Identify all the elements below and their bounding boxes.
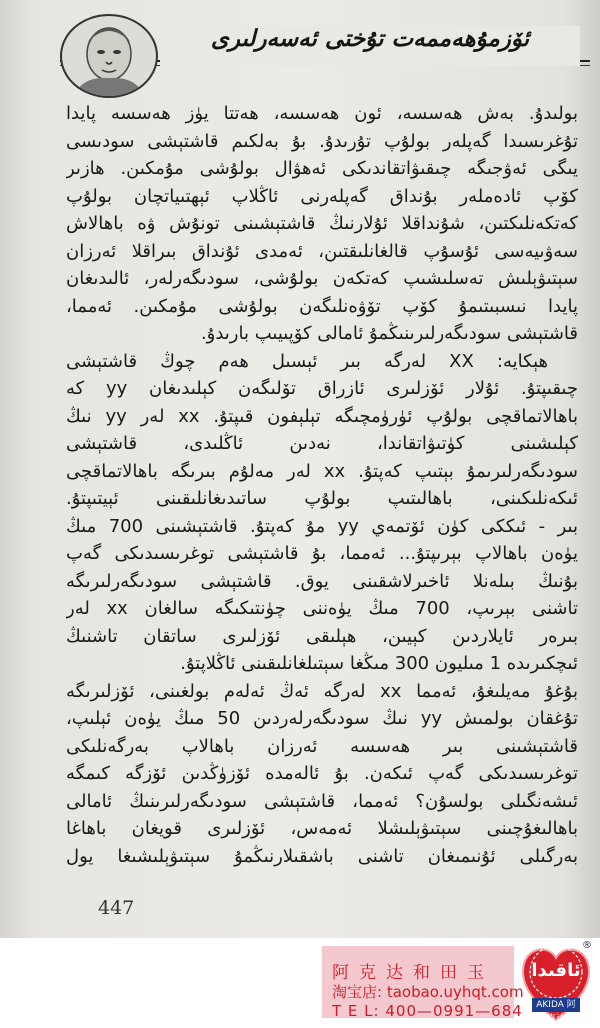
logo-word: ئاقىدا — [531, 960, 581, 981]
text-line: چىقىپتۇ. ئۇلار ئۆزلىرى ئازراق تۆلىگەن كېلىدىغان yy كە — [66, 378, 578, 399]
text-line: كەتكەنلىكتىن، شۇنداقلا ئۇلارنىڭ قاشتېشىنى تونۇش ۋە باھالاش — [66, 213, 578, 234]
logo-label: AKIDA 阿克达 — [532, 998, 580, 1012]
text-line: سەۋىيەسى ئۇسۇپ قالغانلىقتىن، ئەمدى ئۇنداق بىراقلا ئەرزان — [66, 240, 578, 262]
text-line: سودىگەرلىرىمۇ بېتىپ كەپتۇ. xx لەر مەلۇم بىرىگە باھالاتماقچى — [66, 460, 578, 482]
text-line: ئىشەنگىلى بولسۇن؟ ئەمما، قاشتېشى سودىگەرلىرىنىڭ ئامالى — [66, 790, 578, 812]
text-line: يۈەن باھالاپ بېرىپتۇ... ئەمما، بۇ قاشتېشى توغرىسىدىكى گەپ — [66, 543, 578, 564]
registered-mark: ® — [582, 940, 592, 951]
text-line: بۇغۇ مەيلىغۇ، ئەمما xx لەرگە ئەڭ ئەلەم بولغىنى، ئۆزلىرىگە — [66, 680, 578, 702]
shop-phone: T E L: 400—0991—684 — [332, 1002, 523, 1020]
page-header — [60, 14, 590, 92]
text-line: بىر - ئىككى كۈن ئۆتمەي yy مۇ كەپتۇ. قاشتېشىنى 700 مىڭ — [66, 515, 578, 537]
shop-url: 淘宝店: taobao.uyhqt.com — [332, 983, 524, 1001]
text-line: باھالاتماقچى بولۇپ ئۈرۈمچىگە تېلېفون قىپتۇ. xx لەر yy نىڭ — [66, 405, 578, 427]
header-title: ئۆزمۇھەممەت تۇختى ئەسەرلىرى — [160, 26, 580, 66]
text-line: بەرگىلى ئۇنىمىغان تاشنى باشقىلارنىڭمۇ سېتىۋېلىشىغا يول — [66, 845, 578, 867]
text-line: يىگى ئەۋجىگە چىقىۋاتقاندىكى ئەھۋال بولۇشى مۇمكىن. ھازىر — [66, 158, 578, 179]
body-text — [66, 100, 578, 870]
text-line: تۇغقان بولمىش yy نىڭ سودىگەرلەردىن 50 مىڭ يۈەن ئېلىپ، — [66, 708, 578, 729]
text-line: بۇنىڭ بىلەنلا ئاخىرلاشقىنى يوق. قاشتېشى سودىگەرلىرىگە — [66, 570, 578, 592]
text-line: توغرىسىدىكى گەپ ئىكەن. بۇ ئالەمدە ئۆزۈڭدىن ئۆزگە كىمگە — [66, 763, 578, 784]
text-line: ئىچكىرىدە 1 مىليون 300 مىڭغا سېتىلغانلىقىنى ئاڭلاپتۇ. — [180, 653, 578, 674]
text-line: باھالىغۇچىنى سېتىۋېلىشلا ئەمەس، ئۆزلىرى قويغان باھاغا — [66, 818, 578, 839]
text-line: قاشتېشىنى بىر ھەسسە ئەرزان باھالاپ بەرگەنلىكى — [66, 735, 578, 757]
page-number: 447 — [98, 897, 135, 919]
text-line: ھېكايە: XX لەرگە بىر ئېسىل ھەم چوڭ قاشتېشى — [66, 350, 548, 372]
banner-box — [322, 946, 524, 1020]
shop-name: 阿克达和田玉 — [332, 963, 494, 983]
akida-logo-icon — [518, 940, 594, 1024]
text-line: تۇغرىسىدا گەپلەر بولۇپ تۇرىدۇ. بۇ بەلكىم قاشتېشى سودىسى — [66, 130, 578, 152]
text-line: تاشنى بېرىپ، 700 مىڭ يۈەننى چۈنتىكىگە سالغان xx لەر — [66, 598, 578, 619]
text-line: كۆپ ئادەملەر بۇنداق گەپلەرنى ئاڭلاپ ئېھتىياتچان بولۇپ — [66, 185, 578, 207]
text-line: بولىدۇ. بەش ھەسسە، ئون ھەسسە، ھەتتا يۈز ھەسسە پايدا — [66, 103, 578, 124]
author-portrait-icon — [60, 14, 158, 98]
text-line: پايدا نىسبىتىمۇ كۆپ تۆۋەنلىگەن بولۇشى مۇمكىن. ئەمما، — [66, 295, 578, 317]
text-line: قاشتېشى سودىگەرلىرىنىڭمۇ ئامالى كۆپىيىپ بارىدۇ. — [200, 323, 578, 344]
text-line: كېلىشىنى كۈتىۋاتقاندا، نەدىن ئاڭلىدى، قاشتېشى — [66, 433, 578, 454]
text-line: سېتىۋېلىش تەسلىشىپ كەتكەن بولۇشى، سودىگەرلەر، ئالىدىغان — [66, 268, 578, 289]
shop-watermark-banner — [322, 938, 600, 1026]
text-line: بىرەر ئايلاردىن كېيىن، ھېلىقى ئۆزلىرى ساتقان تاشنىڭ — [66, 625, 578, 647]
text-line: ئىكەنلىكىنى، باھالىتىپ بولۇپ ساتىدىغانلىقىنى ئېيتىپتۇ. — [66, 488, 578, 509]
